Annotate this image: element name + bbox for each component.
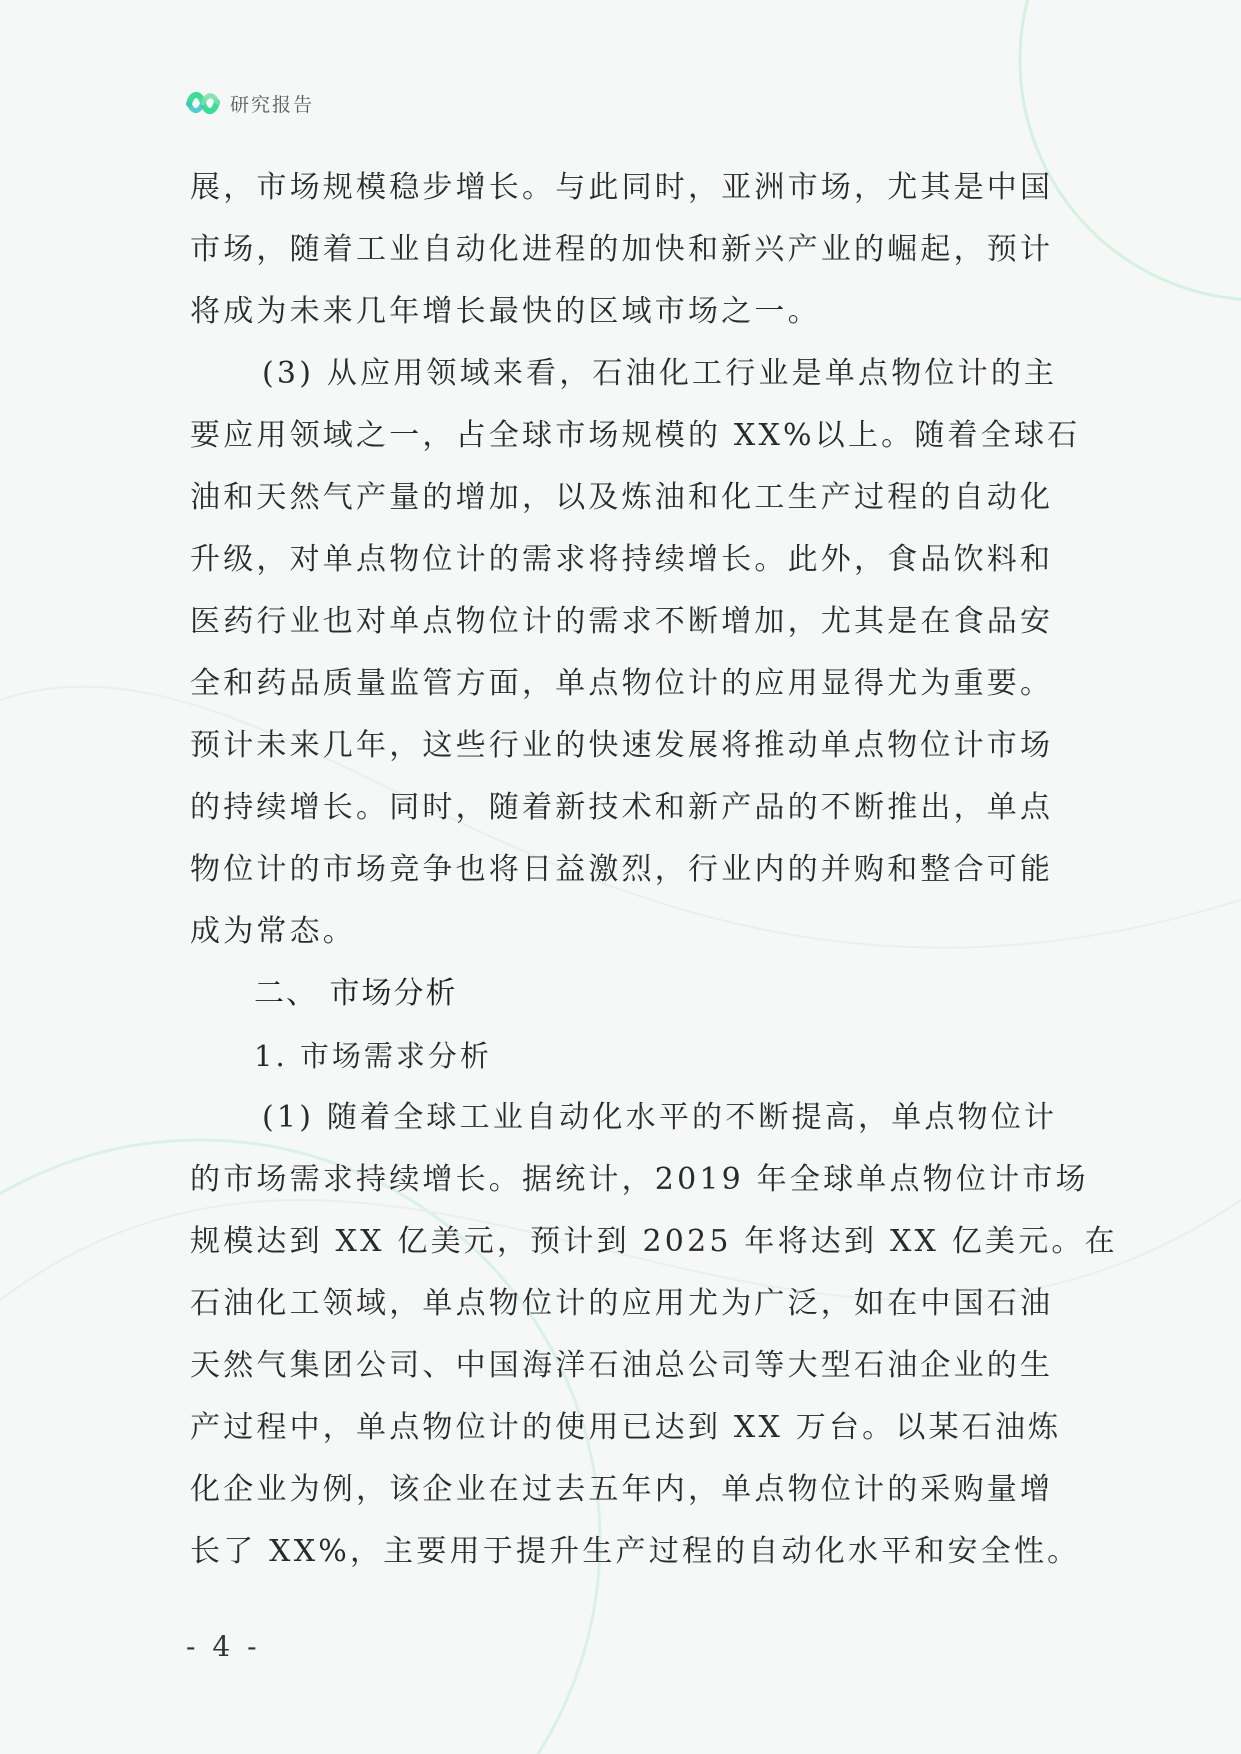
subsection-heading: 1. 市场需求分析 <box>254 1039 492 1073</box>
report-header <box>186 88 314 118</box>
paragraph-line: 天然气集团公司、中国海洋石油总公司等大型石油企业的生 <box>190 1348 1054 1383</box>
paragraph-line: 的市场需求持续增长。据统计，2019 年全球单点物位计市场 <box>190 1162 1089 1197</box>
paragraph-line: 长了 XX%，主要用于提升生产过程的自动化水平和安全性。 <box>190 1534 1081 1569</box>
paragraph-line: 化企业为例，该企业在过去五年内，单点物位计的采购量增 <box>190 1472 1054 1507</box>
paragraph-line: (1) 随着全球工业自动化水平的不断提高，单点物位计 <box>262 1100 1058 1135</box>
paragraph-line: 油和天然气产量的增加，以及炼油和化工生产过程的自动化 <box>190 480 1054 515</box>
paragraph-line: (3) 从应用领域来看，石油化工行业是单点物位计的主 <box>262 356 1058 391</box>
paragraph-line: 规模达到 XX 亿美元，预计到 2025 年将达到 XX 亿美元。在 <box>190 1224 1118 1259</box>
paragraph-line: 要应用领域之一，占全球市场规模的 XX%以上。随着全球石 <box>190 418 1081 453</box>
paragraph-line: 市场，随着工业自动化进程的加快和新兴产业的崛起，预计 <box>190 232 1054 267</box>
paragraph-line: 预计未来几年，这些行业的快速发展将推动单点物位计市场 <box>190 728 1054 763</box>
section-heading: 二、 市场分析 <box>254 976 458 1011</box>
paragraph-line: 石油化工领域，单点物位计的应用尤为广泛，如在中国石油 <box>190 1286 1054 1321</box>
logo-icon <box>186 88 220 118</box>
paragraph-line: 将成为未来几年增长最快的区域市场之一。 <box>190 294 821 329</box>
header-title: 研究报告 <box>230 93 315 116</box>
paragraph-line: 成为常态。 <box>190 914 356 949</box>
paragraph-line: 产过程中，单点物位计的使用已达到 XX 万台。以某石油炼 <box>190 1410 1062 1445</box>
page-number: - 4 - <box>186 1630 261 1663</box>
document-body <box>190 157 1118 1583</box>
paragraph-line: 物位计的市场竞争也将日益激烈，行业内的并购和整合可能 <box>190 852 1054 887</box>
paragraph-line: 的持续增长。同时，随着新技术和新产品的不断推出，单点 <box>190 790 1054 825</box>
paragraph-line: 升级，对单点物位计的需求将持续增长。此外，食品饮料和 <box>190 542 1054 577</box>
paragraph-line: 医药行业也对单点物位计的需求不断增加，尤其是在食品安 <box>190 604 1054 639</box>
paragraph-line: 全和药品质量监管方面，单点物位计的应用显得尤为重要。 <box>190 666 1054 701</box>
paragraph-line: 展，市场规模稳步增长。与此同时，亚洲市场，尤其是中国 <box>190 170 1054 205</box>
